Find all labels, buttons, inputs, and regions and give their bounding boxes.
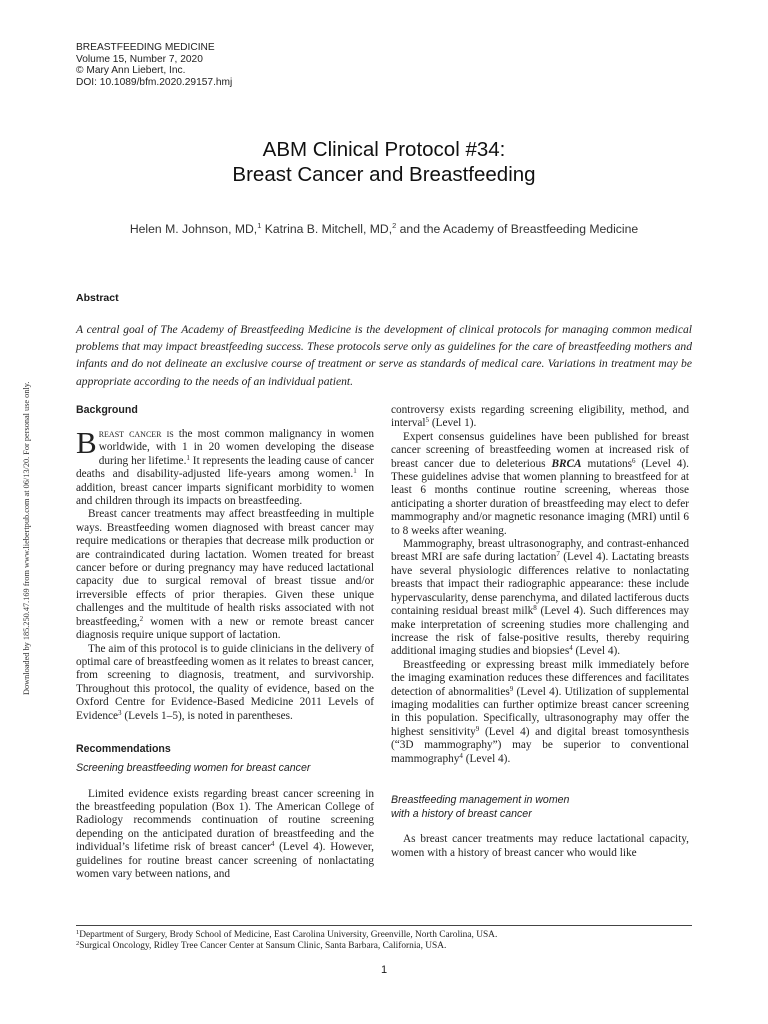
abstract-text: A central goal of The Academy of Breastfeeding Medicine is the development of clinical protocols for managing common medical problems that may impact breastfeeding success. These protocols serve only as guidelines for the care of breastfeeding mothers and infants and do not delineate an exclusive course of treatment or serve as standards of medical care. Variations in treatment may be appropriate according to the needs of an individual patient. [76, 323, 692, 388]
right-paragraph-4 [391, 659, 689, 766]
text-run: Expert consensus guidelines have been published for breast cancer screening of breastfeeding women at increased risk of breast cancer due to deleterious [391, 430, 689, 470]
journal-header [76, 42, 232, 88]
text-run: the most common malignancy in women worldwide, with 1 in 20 women developing the disease during her lifetime. [98, 428, 375, 467]
left-column [76, 404, 374, 881]
text-run: controversy exists regarding screening eligibility, method, and interval [391, 404, 689, 430]
footnote-marker: 1 [76, 929, 80, 936]
citation[interactable]: 8 [533, 604, 537, 613]
drop-cap: B [76, 425, 97, 460]
download-sidebar [22, 381, 42, 715]
management-subheading-line-2: with a history of breast cancer [391, 807, 532, 820]
article-title [0, 137, 768, 187]
gene-name: BRCA [551, 457, 582, 470]
text-run: (Level 4). Such differences may make interpretation of screening studies more challenging and increase the risk of false-positive results, thereby requiring additional imaging studies and biopsies [391, 605, 689, 658]
text-run: Breast cancer treatments may affect breastfeeding in multiple ways. Breastfeeding women diagnosed with breast cancer may require medications or therapies that decrease milk production or are contraindicated during lactation. Women treated for breast cancer before or during pregnancy may have reduced lactational capacity due to surgical removal of breast tissue and/or irreversible effects of prior therapies. Given these unique challenges and the multitude of health risks associated with not breastfeeding, [76, 508, 374, 628]
management-subheading [391, 794, 689, 821]
text-run: (Level 4) and digital breast tomosynthesis (“3D mammography”) may be superior to conventional mammography [391, 725, 690, 765]
text-run: (Level 4). Lactating breasts have several physiologic differences relative to nonlactating breasts that impact their radiographic appearance: these include hypervascularity, dense parenchyma, and dilated lactiferous ducts containing residual breast milk [391, 551, 689, 618]
citation[interactable]: 1 [186, 453, 190, 462]
citation[interactable]: 5 [425, 416, 430, 425]
management-paragraph-1: As breast cancer treatments may reduce lactational capacity, women with a history of breast cancer who would like [391, 833, 689, 859]
background-paragraph-3 [76, 643, 374, 723]
author-2: Katrina B. Mitchell, MD, [261, 222, 393, 236]
author-2-affiliation: 2 [392, 221, 397, 230]
title-line-1: ABM Clinical Protocol #34: [262, 138, 506, 161]
citation[interactable]: 1 [353, 467, 357, 476]
text-run: (Level 4). These guidelines advise that women planning to breastfeed for at least 6 months continue routine screening, whereas those anticipating a shorter duration of breastfeeding may elect to defer mammography and/or magnetic resonance imaging (MRI) until 6 to 8 weeks after weaning. [391, 457, 689, 537]
citation[interactable]: 4 [270, 840, 275, 849]
citation[interactable]: 4 [569, 644, 573, 653]
right-paragraph-1 [391, 404, 689, 431]
text-run: The aim of this protocol is to guide clinicians in the delivery of optimal care of breastfeeding women as it relates to breast cancer, from screening to diagnosis, treatment, and survivorship. Throughout this protocol, the quality of evidence, based on the Oxford Centre for Evidence-Based Medicine 2011 Levels of Evidence [76, 642, 374, 722]
right-paragraph-3 [391, 538, 689, 659]
page-number: 1 [380, 964, 388, 976]
background-paragraph-1 [76, 425, 375, 508]
author-list [0, 222, 768, 236]
journal-name: BREASTFEEDING MEDICINE [76, 42, 215, 53]
screening-subheading: Screening breastfeeding women for breast cancer [76, 761, 311, 774]
citation[interactable]: 9 [475, 724, 480, 733]
text-run: (Level 4). [462, 752, 511, 765]
right-paragraph-2 [391, 431, 689, 538]
abstract-heading: Abstract [76, 292, 119, 304]
background-paragraph-2 [76, 508, 374, 642]
lead-in-smallcaps: reast cancer is [98, 428, 174, 440]
journal-copyright: © Mary Ann Liebert, Inc. [76, 65, 186, 77]
footnote-2 [76, 941, 692, 952]
right-column [391, 404, 689, 860]
text-run: (Level 4). [572, 645, 621, 658]
author-1: Helen M. Johnson, MD, [129, 222, 258, 236]
title-line-2: Breast Cancer and Breastfeeding [232, 163, 536, 186]
text-run: (Level 4). However, guidelines for routine breast cancer screening of nonlactating women vary between nations, and [76, 841, 374, 880]
text-run: mutations [581, 457, 633, 470]
download-note: Downloaded by 185.250.47.169 from www.liebertpub.com at 06/13/20. For personal use only. [22, 381, 31, 695]
citation[interactable]: 4 [459, 751, 463, 760]
affiliation-footnotes [76, 930, 692, 953]
text-run: Breastfeeding or expressing breast milk immediately before the imaging examination reduces these differences and facilitates detection of abnormalities [391, 658, 689, 698]
citation[interactable]: 2 [139, 614, 144, 623]
journal-volume: Volume 15, Number 7, 2020 [76, 53, 203, 65]
footnote-text: Surgical Oncology, Ridley Tree Cancer Center at Sansum Clinic, Santa Barbara, California, USA. [79, 941, 447, 952]
management-subheading-line-1: Breastfeeding management in women [391, 793, 570, 806]
footnote-1 [76, 930, 692, 941]
background-heading: Background [76, 404, 138, 416]
author-3: and the Academy of Breastfeeding Medicine [396, 222, 639, 236]
footnote-marker: 2 [76, 940, 80, 948]
footnote-divider [76, 925, 692, 926]
text-run: (Level 1). [429, 417, 477, 430]
text-run: Mammography, breast ultrasonography, and contrast-enhanced breast MRI are safe during lactation [391, 538, 689, 564]
journal-doi[interactable]: DOI: 10.1089/bfm.2020.29157.hmj [76, 76, 233, 88]
text-run: In addition, breast cancer imparts significant morbidity to women and children through its impacts on breastfeeding. [76, 468, 374, 508]
author-1-affiliation: 1 [257, 221, 262, 230]
text-run: (Level 4). Utilization of supplemental imaging modalities can further optimize breast cancer screening in this population. Specifically, ultrasonography may offer the highest sensitivity [391, 685, 690, 738]
screening-paragraph-1 [76, 788, 374, 882]
citation[interactable]: 7 [556, 550, 560, 559]
text-run: (Levels 1–5), is noted in parentheses. [121, 709, 293, 722]
text-run: Limited evidence exists regarding breast cancer screening in the breastfeeding population (Box 1). The American College of Radiology recommends continuation of routine screening depending on the anticipated duration of breastfeeding and the individual’s lifetime risk of breast cancer [76, 787, 374, 854]
text-run: It represents the leading cause of cancer deaths and disability-adjusted life-years among women. [76, 454, 374, 481]
footnote-text: Department of Surgery, Brody School of Medicine, East Carolina University, Greenville, North Carolina, USA. [79, 930, 498, 940]
citation[interactable]: 3 [118, 708, 122, 717]
citation[interactable]: 9 [509, 684, 514, 693]
recommendations-heading: Recommendations [76, 742, 171, 755]
text-run: women with a new or remote breast cancer diagnosis require unique support of lactation. [76, 615, 374, 642]
citation[interactable]: 6 [632, 456, 636, 465]
